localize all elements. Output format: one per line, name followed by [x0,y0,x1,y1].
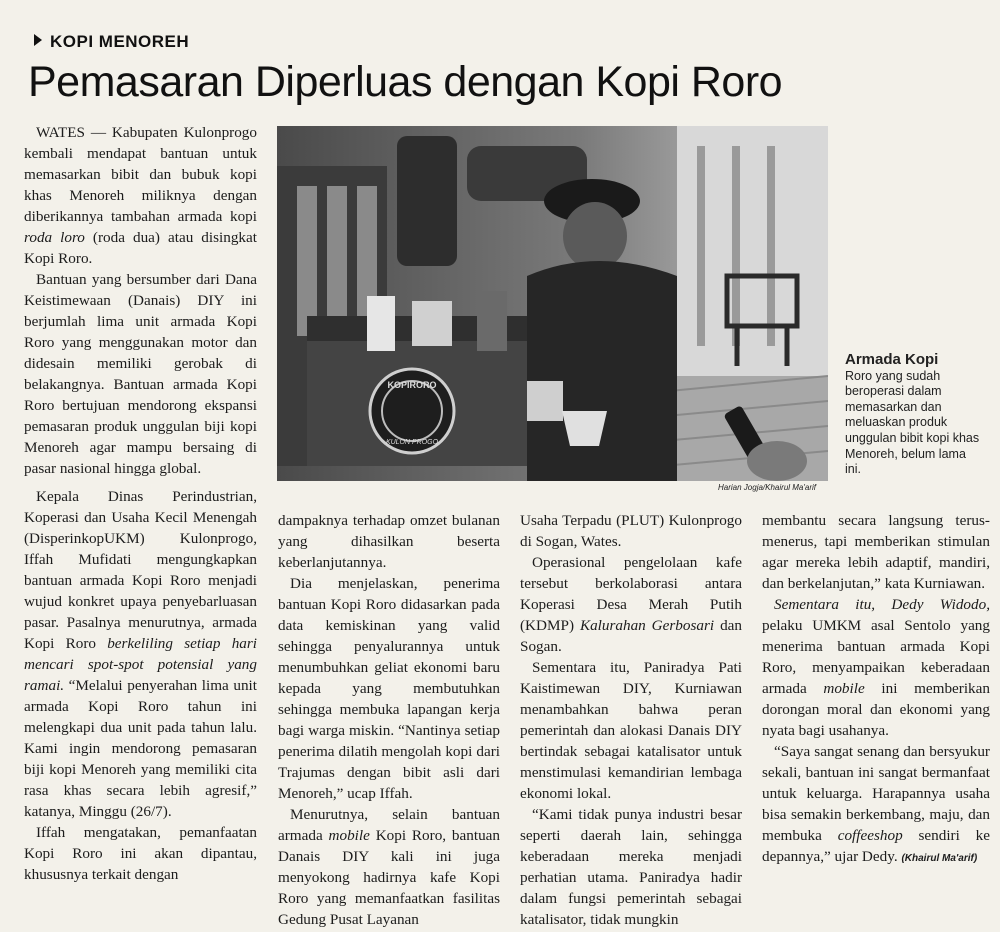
text: pelaku UMKM asal Sentolo yang menerima bantuan armada Kopi Roro, menyampaikan keberadaan armada [762,617,990,697]
text: Menurutnya, selain bantuan armada [278,806,500,844]
rubric-label: KOPI MENOREH [50,32,190,51]
paragraph [24,122,257,269]
text: Kepala Dinas Perindustrian, Koperasi dan Usaha Kecil Menengah (DisperinkopUKM) Kulonprogo, Iffah Mufidati mengungkapkan bantuan armada Kopi Roro menjadi wujud konkret upaya penyebarluasan pasar. Pasalnya menurutnya, armada Kopi Roro [24,488,257,652]
headline: Pemasaran Diperluas dengan Kopi Roro [28,58,783,106]
badge-top-text: KOPIRORO [387,380,437,390]
text: “Saya sangat senang dan bersyukur sekali, bantuan ini sangat bermanfaat untuk keluarga. Harapannya usaha bisa semakin berkembang, maju, dan membuka [762,743,990,844]
paragraph: dampaknya terhadap omzet bulanan yang dihasilkan beserta keberlanjutannya. [278,512,500,571]
badge-bottom-text: KULON PROGO [385,439,439,446]
text: Kopi Roro, bantuan Danais DIY kali ini juga menyokong hadirnya kafe Kopi Roro yang memanfaatkan fasilitas Gedung Pusat Layanan [278,827,501,928]
text-italic: coffeeshop [837,827,903,844]
paragraph: Bantuan yang bersumber dari Dana Keistimewaan (Danais) DIY ini berjumlah lima unit armada Kopi Roro yang menggunakan motor dan didesain memiliki gerobak di belakangnya. Bantuan armada Kopi Roro bertujuan mendorong ekspansi pemasaran produk unggulan biji kopi Menoreh agar mampu bersaing di pasar nasional hingga global. [24,271,257,477]
caption-body: Roro yang sudah beroperasi dalam memasarkan dan meluaskan produk unggulan bibit kopi khas Menoreh, belum lama ini. [845,368,980,477]
photo-credit: Harian Jogja/Khairul Ma'arif [718,483,817,492]
text: “Melalui penyerahan lima unit armada Kopi Roro tahun ini melengkapi dua unit pada tahun lalu. Kami ingin mendorong pemasaran biji kopi Menoreh yang memiliki cita rasa khas secara lebih agresif,” katanya, Minggu (26/7). [24,677,257,820]
paragraph: “Kami tidak punya industri besar seperti daerah lain, sehingga keberadaan mereka menjadi perhatian utama. Paniradya hadir dalam fungsi pemerintah sebagai katalisator, tidak mungkin [520,806,742,928]
article-column-4 [762,510,990,869]
article-column-2 [278,510,500,930]
text: Operasional pengelolaan kafe tersebut berkolaborasi antara Koperasi Desa Merah Putih (KDMP) [520,554,742,634]
article-photo [277,126,828,481]
paragraph: membantu secara langsung terus-menerus, tapi memberikan stimulan agar mereka lebih adaptif, mandiri, dan berkelanjutan,” kata Kurniawan. [762,512,990,592]
text: sendiri ke depannya,” ujar Dedy. [762,827,990,865]
photo-caption [845,352,985,478]
coffee-cart-photo [277,126,828,481]
text-italic: roda loro [24,229,85,246]
paragraph: Sementara itu, Paniradya Pati Kaistimewan DIY, Kurniawan menambahkan bahwa peran pemerintah dan alokasi Danais DIY bertindak sebagai katalisator untuk menstimulasi kemandirian lembaga ekonomi lokal. [520,659,742,802]
paragraph: Usaha Terpadu (PLUT) Kulonprogo di Sogan, Wates. [520,512,742,550]
byline: (Khairul Ma'arif) [901,853,978,864]
article-column-1-lower [24,486,257,885]
text: WATES — Kabupaten Kulonprogo kembali mendapat bantuan untuk memasarkan bibit dan bubuk kopi khas Menoreh miliknya dengan diberikannya tambahan armada kopi [24,124,257,225]
text-italic: berkeliling setiap hari mencari spot-spot potensial yang ramai. [24,635,258,694]
paragraph [520,552,742,657]
text-italic: mobile [823,680,865,697]
paragraph: Dia menjelaskan, penerima bantuan Kopi Roro didasarkan pada data kemiskinan yang valid sehingga penyalurannya untuk menumbuhkan geliat ekonomi baru kepada yang membutuhkan sehingga membuka lapangan kerja bagi warga miskin. “Nantinya setiap penerima dilatih mengolah kopi dari Trajumas dengan bibit asli dari Menoreh,” ucap Iffah. [278,575,500,802]
caption-title: Armada Kopi [845,351,939,368]
section-rubric [34,32,189,52]
article-column-3 [520,510,742,930]
paragraph [762,741,990,869]
text: ini memberikan dorongan moral dan ekonomi yang nyata bagi usahanya. [762,680,990,739]
article-column-1 [24,122,257,479]
paragraph: Iffah mengatakan, pemanfaatan Kopi Roro ini akan dipantau, khususnya terkait dengan [24,824,257,883]
paragraph [278,804,500,930]
paragraph [24,486,257,822]
text: dan Sogan. [520,617,742,655]
text: (roda dua) atau disingkat Kopi Roro. [24,229,257,267]
text-italic: mobile [328,827,370,844]
paragraph [762,594,990,741]
text-italic: Sementara itu, Dedy Widodo, [774,596,990,613]
triangle-bullet-icon [34,34,42,46]
text-italic: Kalurahan Gerbosari [579,617,715,634]
